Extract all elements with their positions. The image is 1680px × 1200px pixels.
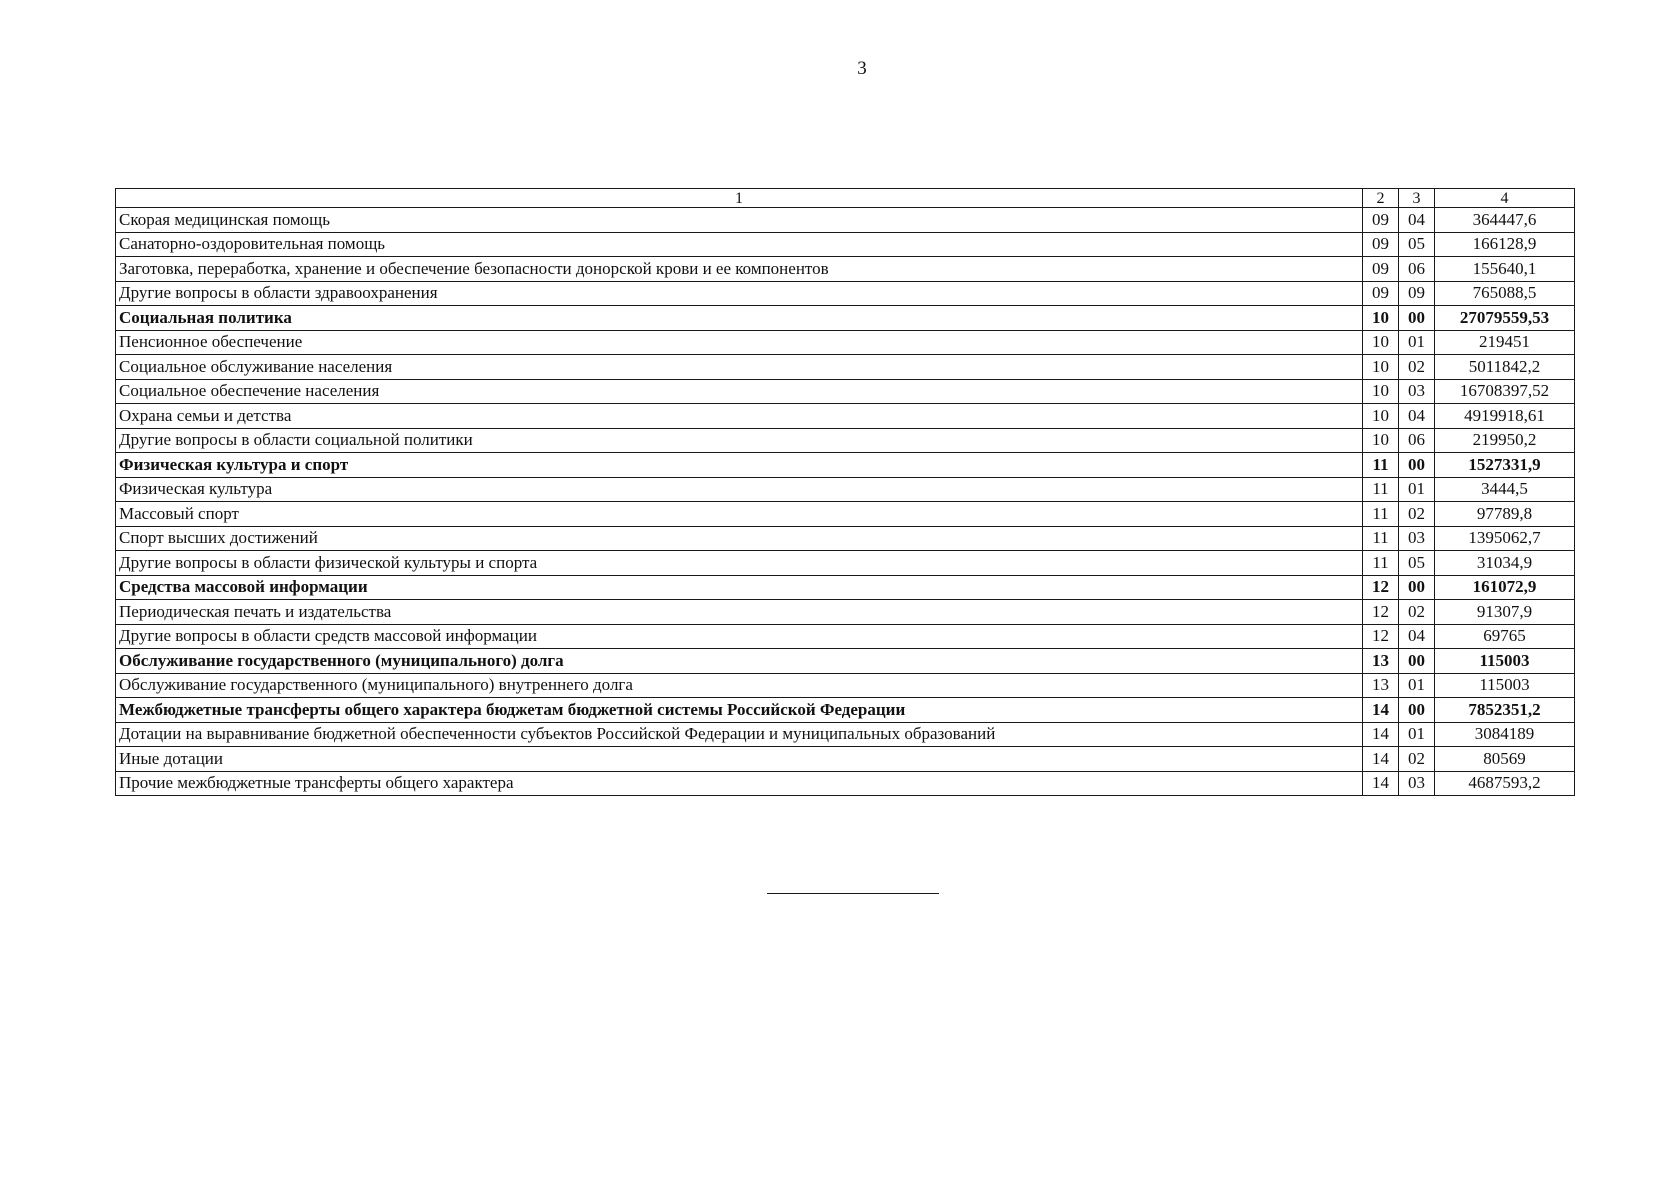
header-col-1: 1 <box>116 189 1363 208</box>
table-row <box>116 722 1575 747</box>
row-section-cell: 09 <box>1363 257 1399 282</box>
row-name-cell: Охрана семьи и детства <box>116 404 1363 429</box>
row-section-cell: 13 <box>1363 673 1399 698</box>
table-row <box>116 306 1575 331</box>
table-row <box>116 232 1575 257</box>
row-name-cell: Периодическая печать и издательства <box>116 600 1363 625</box>
table-row <box>116 649 1575 674</box>
table-row <box>116 379 1575 404</box>
header-col-3: 3 <box>1399 189 1435 208</box>
row-section-cell: 11 <box>1363 453 1399 478</box>
row-value-cell: 115003 <box>1435 649 1575 674</box>
row-subsection-cell: 02 <box>1399 355 1435 380</box>
footer-divider-line <box>767 893 939 894</box>
table-row <box>116 747 1575 772</box>
row-value-cell: 115003 <box>1435 673 1575 698</box>
row-subsection-cell: 05 <box>1399 232 1435 257</box>
row-name-cell: Массовый спорт <box>116 502 1363 527</box>
row-section-cell: 11 <box>1363 526 1399 551</box>
row-name-cell: Обслуживание государственного (муниципального) внутреннего долга <box>116 673 1363 698</box>
table-row <box>116 600 1575 625</box>
row-name-cell: Обслуживание государственного (муниципального) долга <box>116 649 1363 674</box>
row-subsection-cell: 09 <box>1399 281 1435 306</box>
row-name-cell: Средства массовой информации <box>116 575 1363 600</box>
row-value-cell: 7852351,2 <box>1435 698 1575 723</box>
row-subsection-cell: 00 <box>1399 453 1435 478</box>
row-section-cell: 11 <box>1363 502 1399 527</box>
row-subsection-cell: 04 <box>1399 624 1435 649</box>
row-subsection-cell: 02 <box>1399 502 1435 527</box>
row-section-cell: 09 <box>1363 232 1399 257</box>
row-value-cell: 4687593,2 <box>1435 771 1575 796</box>
table-row <box>116 698 1575 723</box>
row-name-cell: Физическая культура <box>116 477 1363 502</box>
row-subsection-cell: 01 <box>1399 330 1435 355</box>
row-value-cell: 4919918,61 <box>1435 404 1575 429</box>
row-subsection-cell: 05 <box>1399 551 1435 576</box>
row-value-cell: 80569 <box>1435 747 1575 772</box>
row-section-cell: 10 <box>1363 428 1399 453</box>
row-section-cell: 11 <box>1363 551 1399 576</box>
row-value-cell: 5011842,2 <box>1435 355 1575 380</box>
table-row <box>116 526 1575 551</box>
row-value-cell: 3444,5 <box>1435 477 1575 502</box>
table-row <box>116 428 1575 453</box>
table-header-row <box>116 189 1575 208</box>
row-name-cell: Другие вопросы в области здравоохранения <box>116 281 1363 306</box>
row-subsection-cell: 06 <box>1399 257 1435 282</box>
row-subsection-cell: 03 <box>1399 379 1435 404</box>
row-section-cell: 14 <box>1363 747 1399 772</box>
row-name-cell: Другие вопросы в области физической культуры и спорта <box>116 551 1363 576</box>
row-subsection-cell: 01 <box>1399 673 1435 698</box>
row-value-cell: 31034,9 <box>1435 551 1575 576</box>
row-value-cell: 1527331,9 <box>1435 453 1575 478</box>
row-subsection-cell: 03 <box>1399 526 1435 551</box>
row-section-cell: 14 <box>1363 698 1399 723</box>
row-section-cell: 10 <box>1363 330 1399 355</box>
budget-table <box>115 188 1575 796</box>
row-section-cell: 14 <box>1363 722 1399 747</box>
table-row <box>116 281 1575 306</box>
table-row <box>116 477 1575 502</box>
row-section-cell: 09 <box>1363 208 1399 233</box>
row-section-cell: 10 <box>1363 379 1399 404</box>
table-row <box>116 673 1575 698</box>
row-value-cell: 91307,9 <box>1435 600 1575 625</box>
row-section-cell: 12 <box>1363 575 1399 600</box>
row-value-cell: 161072,9 <box>1435 575 1575 600</box>
row-section-cell: 10 <box>1363 306 1399 331</box>
row-name-cell: Прочие межбюджетные трансферты общего характера <box>116 771 1363 796</box>
row-subsection-cell: 04 <box>1399 404 1435 429</box>
table-row <box>116 330 1575 355</box>
row-name-cell: Социальное обслуживание населения <box>116 355 1363 380</box>
row-value-cell: 364447,6 <box>1435 208 1575 233</box>
row-subsection-cell: 00 <box>1399 698 1435 723</box>
row-section-cell: 12 <box>1363 624 1399 649</box>
row-name-cell: Спорт высших достижений <box>116 526 1363 551</box>
table-row <box>116 624 1575 649</box>
row-section-cell: 10 <box>1363 404 1399 429</box>
row-subsection-cell: 01 <box>1399 722 1435 747</box>
table-row <box>116 208 1575 233</box>
page-number: 3 <box>857 58 867 79</box>
table-row <box>116 771 1575 796</box>
row-name-cell: Социальное обеспечение населения <box>116 379 1363 404</box>
row-value-cell: 166128,9 <box>1435 232 1575 257</box>
row-name-cell: Межбюджетные трансферты общего характера бюджетам бюджетной системы Российской Федерации <box>116 698 1363 723</box>
row-name-cell: Социальная политика <box>116 306 1363 331</box>
row-section-cell: 13 <box>1363 649 1399 674</box>
row-value-cell: 3084189 <box>1435 722 1575 747</box>
row-value-cell: 1395062,7 <box>1435 526 1575 551</box>
row-section-cell: 10 <box>1363 355 1399 380</box>
table-row <box>116 575 1575 600</box>
row-subsection-cell: 03 <box>1399 771 1435 796</box>
row-subsection-cell: 06 <box>1399 428 1435 453</box>
row-subsection-cell: 02 <box>1399 747 1435 772</box>
row-section-cell: 14 <box>1363 771 1399 796</box>
row-value-cell: 765088,5 <box>1435 281 1575 306</box>
row-name-cell: Санаторно-оздоровительная помощь <box>116 232 1363 257</box>
row-subsection-cell: 01 <box>1399 477 1435 502</box>
table-row <box>116 355 1575 380</box>
table-row <box>116 257 1575 282</box>
table-row <box>116 404 1575 429</box>
row-subsection-cell: 00 <box>1399 306 1435 331</box>
row-value-cell: 16708397,52 <box>1435 379 1575 404</box>
table-row <box>116 551 1575 576</box>
row-name-cell: Заготовка, переработка, хранение и обеспечение безопасности донорской крови и ее компонентов <box>116 257 1363 282</box>
row-value-cell: 155640,1 <box>1435 257 1575 282</box>
row-section-cell: 12 <box>1363 600 1399 625</box>
row-name-cell: Дотации на выравнивание бюджетной обеспеченности субъектов Российской Федерации и муниципальных образований <box>116 722 1363 747</box>
table-row <box>116 453 1575 478</box>
row-name-cell: Пенсионное обеспечение <box>116 330 1363 355</box>
table-row <box>116 502 1575 527</box>
row-value-cell: 97789,8 <box>1435 502 1575 527</box>
table-body <box>116 189 1575 796</box>
row-name-cell: Другие вопросы в области средств массовой информации <box>116 624 1363 649</box>
row-value-cell: 27079559,53 <box>1435 306 1575 331</box>
row-value-cell: 69765 <box>1435 624 1575 649</box>
row-value-cell: 219451 <box>1435 330 1575 355</box>
row-subsection-cell: 00 <box>1399 575 1435 600</box>
row-subsection-cell: 00 <box>1399 649 1435 674</box>
header-col-2: 2 <box>1363 189 1399 208</box>
header-col-4: 4 <box>1435 189 1575 208</box>
row-name-cell: Иные дотации <box>116 747 1363 772</box>
row-value-cell: 219950,2 <box>1435 428 1575 453</box>
row-name-cell: Другие вопросы в области социальной политики <box>116 428 1363 453</box>
row-subsection-cell: 02 <box>1399 600 1435 625</box>
row-section-cell: 11 <box>1363 477 1399 502</box>
row-name-cell: Скорая медицинская помощь <box>116 208 1363 233</box>
row-section-cell: 09 <box>1363 281 1399 306</box>
row-name-cell: Физическая культура и спорт <box>116 453 1363 478</box>
row-subsection-cell: 04 <box>1399 208 1435 233</box>
